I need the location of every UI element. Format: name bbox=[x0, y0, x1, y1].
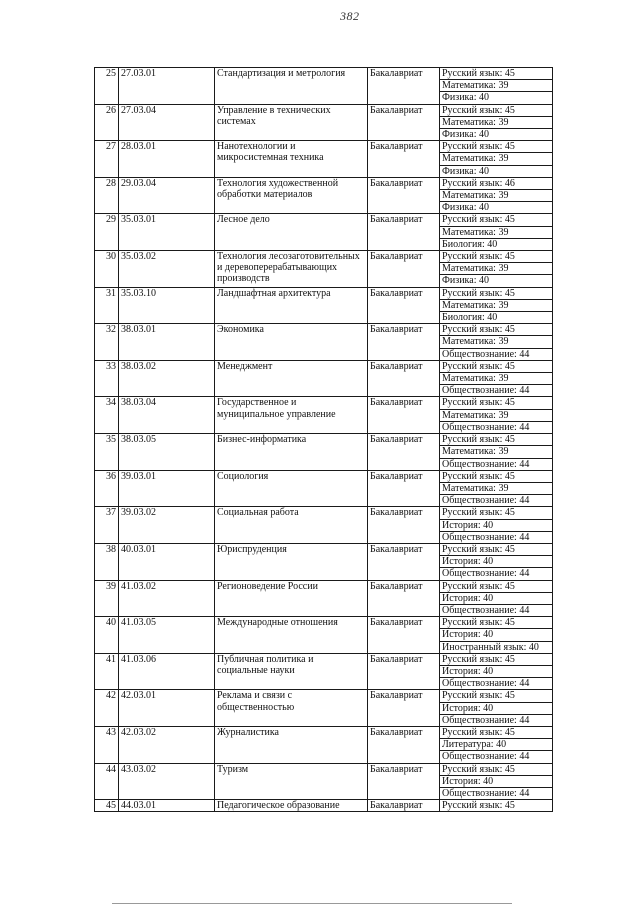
exam-subject-cell: Русский язык: 45 bbox=[440, 800, 553, 812]
program-code-cell: 35.03.10 bbox=[119, 287, 215, 324]
table-body bbox=[95, 68, 553, 812]
row-number-cell: 36 bbox=[95, 470, 119, 507]
row-number-cell: 43 bbox=[95, 726, 119, 763]
exam-subject-cell: Математика: 39 bbox=[440, 226, 553, 238]
table-row bbox=[95, 177, 553, 189]
program-name-cell: Нанотехнологии и микросистемная техника bbox=[215, 141, 368, 178]
exam-subject-cell: Обществознание: 44 bbox=[440, 495, 553, 507]
exam-subject-cell: Обществознание: 44 bbox=[440, 348, 553, 360]
exam-subject-cell: Русский язык: 45 bbox=[440, 214, 553, 226]
row-number-cell: 38 bbox=[95, 543, 119, 580]
exam-subject-cell: Русский язык: 46 bbox=[440, 177, 553, 189]
program-name-cell: Ландшафтная архитектура bbox=[215, 287, 368, 324]
exam-subject-cell: Литература: 40 bbox=[440, 739, 553, 751]
program-name-cell: Социология bbox=[215, 470, 368, 507]
row-number-cell: 32 bbox=[95, 324, 119, 361]
exam-subject-cell: Биология: 40 bbox=[440, 312, 553, 324]
exam-subject-cell: Математика: 39 bbox=[440, 299, 553, 311]
education-level-cell: Бакалавриат bbox=[368, 397, 440, 434]
education-level-cell: Бакалавриат bbox=[368, 543, 440, 580]
table-row bbox=[95, 360, 553, 372]
program-code-cell: 38.03.02 bbox=[119, 360, 215, 397]
education-level-cell: Бакалавриат bbox=[368, 507, 440, 544]
program-code-cell: 39.03.02 bbox=[119, 507, 215, 544]
exam-subject-cell: Обществознание: 44 bbox=[440, 604, 553, 616]
row-number-cell: 41 bbox=[95, 653, 119, 690]
row-number-cell: 33 bbox=[95, 360, 119, 397]
education-level-cell: Бакалавриат bbox=[368, 214, 440, 251]
exam-subject-cell: Обществознание: 44 bbox=[440, 751, 553, 763]
education-level-cell: Бакалавриат bbox=[368, 360, 440, 397]
row-number-cell: 27 bbox=[95, 141, 119, 178]
exam-subject-cell: Обществознание: 44 bbox=[440, 678, 553, 690]
exam-subject-cell: История: 40 bbox=[440, 702, 553, 714]
table-row bbox=[95, 397, 553, 409]
exam-subject-cell: Русский язык: 45 bbox=[440, 507, 553, 519]
row-number-cell: 30 bbox=[95, 251, 119, 288]
row-number-cell: 40 bbox=[95, 617, 119, 654]
program-code-cell: 27.03.04 bbox=[119, 104, 215, 141]
exam-subject-cell: История: 40 bbox=[440, 775, 553, 787]
program-name-cell: Юриспруденция bbox=[215, 543, 368, 580]
exam-subject-cell: История: 40 bbox=[440, 592, 553, 604]
exam-subject-cell: Обществознание: 44 bbox=[440, 421, 553, 433]
exam-subject-cell: Русский язык: 45 bbox=[440, 763, 553, 775]
exam-subject-cell: Биология: 40 bbox=[440, 238, 553, 250]
exam-subject-cell: История: 40 bbox=[440, 665, 553, 677]
row-number-cell: 37 bbox=[95, 507, 119, 544]
exam-subject-cell: Математика: 39 bbox=[440, 153, 553, 165]
table-row bbox=[95, 104, 553, 116]
education-level-cell: Бакалавриат bbox=[368, 617, 440, 654]
exam-subject-cell: Математика: 39 bbox=[440, 190, 553, 202]
exam-subject-cell: История: 40 bbox=[440, 519, 553, 531]
page-bottom-rule bbox=[112, 903, 512, 904]
exam-subject-cell: Обществознание: 44 bbox=[440, 568, 553, 580]
education-level-cell: Бакалавриат bbox=[368, 104, 440, 141]
exam-subject-cell: Русский язык: 45 bbox=[440, 68, 553, 80]
exam-subject-cell: Русский язык: 45 bbox=[440, 141, 553, 153]
program-code-cell: 44.03.01 bbox=[119, 800, 215, 812]
program-name-cell: Стандартизация и метрология bbox=[215, 68, 368, 105]
table-row bbox=[95, 800, 553, 812]
exam-subject-cell: Обществознание: 44 bbox=[440, 458, 553, 470]
exam-subject-cell: Русский язык: 45 bbox=[440, 397, 553, 409]
exam-subject-cell: Русский язык: 45 bbox=[440, 726, 553, 738]
education-level-cell: Бакалавриат bbox=[368, 434, 440, 471]
program-name-cell: Лесное дело bbox=[215, 214, 368, 251]
exam-subject-cell: Математика: 39 bbox=[440, 446, 553, 458]
exam-subject-cell: Русский язык: 45 bbox=[440, 360, 553, 372]
program-code-cell: 38.03.05 bbox=[119, 434, 215, 471]
exam-subject-cell: Обществознание: 44 bbox=[440, 385, 553, 397]
exam-subject-cell: Математика: 39 bbox=[440, 80, 553, 92]
exam-subject-cell: Русский язык: 45 bbox=[440, 470, 553, 482]
program-name-cell: Международные отношения bbox=[215, 617, 368, 654]
education-level-cell: Бакалавриат bbox=[368, 800, 440, 812]
table-row bbox=[95, 287, 553, 299]
program-code-cell: 35.03.02 bbox=[119, 251, 215, 288]
row-number-cell: 35 bbox=[95, 434, 119, 471]
program-code-cell: 27.03.01 bbox=[119, 68, 215, 105]
exam-subject-cell: Математика: 39 bbox=[440, 482, 553, 494]
exam-subject-cell: Физика: 40 bbox=[440, 275, 553, 287]
row-number-cell: 34 bbox=[95, 397, 119, 434]
row-number-cell: 25 bbox=[95, 68, 119, 105]
exam-subject-cell: Русский язык: 45 bbox=[440, 324, 553, 336]
exam-subject-cell: Русский язык: 45 bbox=[440, 690, 553, 702]
exam-subject-cell: Русский язык: 45 bbox=[440, 287, 553, 299]
program-code-cell: 28.03.01 bbox=[119, 141, 215, 178]
row-number-cell: 31 bbox=[95, 287, 119, 324]
program-name-cell: Социальная работа bbox=[215, 507, 368, 544]
exam-subject-cell: Физика: 40 bbox=[440, 165, 553, 177]
program-name-cell: Менеджмент bbox=[215, 360, 368, 397]
exam-subject-cell: Математика: 39 bbox=[440, 263, 553, 275]
exam-subject-cell: Русский язык: 45 bbox=[440, 251, 553, 263]
program-name-cell: Регионоведение России bbox=[215, 580, 368, 617]
exam-subject-cell: Физика: 40 bbox=[440, 202, 553, 214]
table-row bbox=[95, 68, 553, 80]
row-number-cell: 29 bbox=[95, 214, 119, 251]
education-level-cell: Бакалавриат bbox=[368, 653, 440, 690]
table-row bbox=[95, 507, 553, 519]
exam-subject-cell: Русский язык: 45 bbox=[440, 580, 553, 592]
program-name-cell: Публичная политика и социальные науки bbox=[215, 653, 368, 690]
exam-subject-cell: Русский язык: 45 bbox=[440, 434, 553, 446]
table-row bbox=[95, 324, 553, 336]
exam-subject-cell: История: 40 bbox=[440, 629, 553, 641]
row-number-cell: 44 bbox=[95, 763, 119, 800]
exam-subject-cell: Русский язык: 45 bbox=[440, 617, 553, 629]
program-name-cell: Технология художественной обработки материалов bbox=[215, 177, 368, 214]
education-level-cell: Бакалавриат bbox=[368, 763, 440, 800]
program-code-cell: 39.03.01 bbox=[119, 470, 215, 507]
program-code-cell: 29.03.04 bbox=[119, 177, 215, 214]
education-level-cell: Бакалавриат bbox=[368, 690, 440, 727]
program-name-cell: Экономика bbox=[215, 324, 368, 361]
exam-subject-cell: Русский язык: 45 bbox=[440, 104, 553, 116]
table-row bbox=[95, 580, 553, 592]
program-code-cell: 41.03.02 bbox=[119, 580, 215, 617]
education-level-cell: Бакалавриат bbox=[368, 324, 440, 361]
education-level-cell: Бакалавриат bbox=[368, 470, 440, 507]
table-row bbox=[95, 141, 553, 153]
row-number-cell: 26 bbox=[95, 104, 119, 141]
education-level-cell: Бакалавриат bbox=[368, 726, 440, 763]
exam-subject-cell: Математика: 39 bbox=[440, 116, 553, 128]
exam-subject-cell: Русский язык: 45 bbox=[440, 543, 553, 555]
admission-requirements-table bbox=[94, 67, 553, 812]
table-row bbox=[95, 434, 553, 446]
exam-subject-cell: Обществознание: 44 bbox=[440, 714, 553, 726]
program-code-cell: 35.03.01 bbox=[119, 214, 215, 251]
table-row bbox=[95, 543, 553, 555]
row-number-cell: 45 bbox=[95, 800, 119, 812]
program-name-cell: Управление в технических системах bbox=[215, 104, 368, 141]
education-level-cell: Бакалавриат bbox=[368, 287, 440, 324]
table-row bbox=[95, 617, 553, 629]
program-code-cell: 43.03.02 bbox=[119, 763, 215, 800]
exam-subject-cell: Физика: 40 bbox=[440, 92, 553, 104]
program-name-cell: Реклама и связи с общественностью bbox=[215, 690, 368, 727]
table-row bbox=[95, 251, 553, 263]
exam-subject-cell: История: 40 bbox=[440, 556, 553, 568]
program-name-cell: Бизнес-информатика bbox=[215, 434, 368, 471]
program-code-cell: 38.03.01 bbox=[119, 324, 215, 361]
education-level-cell: Бакалавриат bbox=[368, 68, 440, 105]
program-name-cell: Технология лесозаготовительных и деревоперерабатывающих производств bbox=[215, 251, 368, 288]
table-row bbox=[95, 763, 553, 775]
program-name-cell: Туризм bbox=[215, 763, 368, 800]
exam-subject-cell: Математика: 39 bbox=[440, 336, 553, 348]
program-code-cell: 42.03.02 bbox=[119, 726, 215, 763]
program-name-cell: Педагогическое образование bbox=[215, 800, 368, 812]
row-number-cell: 39 bbox=[95, 580, 119, 617]
program-code-cell: 41.03.06 bbox=[119, 653, 215, 690]
exam-subject-cell: Русский язык: 45 bbox=[440, 653, 553, 665]
row-number-cell: 28 bbox=[95, 177, 119, 214]
page-number: 382 bbox=[340, 9, 360, 23]
program-name-cell: Государственное и муниципальное управление bbox=[215, 397, 368, 434]
education-level-cell: Бакалавриат bbox=[368, 580, 440, 617]
exam-subject-cell: Обществознание: 44 bbox=[440, 531, 553, 543]
table-row bbox=[95, 470, 553, 482]
education-level-cell: Бакалавриат bbox=[368, 141, 440, 178]
table-row bbox=[95, 690, 553, 702]
exam-subject-cell: Математика: 39 bbox=[440, 373, 553, 385]
education-level-cell: Бакалавриат bbox=[368, 251, 440, 288]
exam-subject-cell: Обществознание: 44 bbox=[440, 787, 553, 799]
row-number-cell: 42 bbox=[95, 690, 119, 727]
exam-subject-cell: Иностранный язык: 40 bbox=[440, 641, 553, 653]
program-name-cell: Журналистика bbox=[215, 726, 368, 763]
table-row bbox=[95, 653, 553, 665]
exam-subject-cell: Физика: 40 bbox=[440, 129, 553, 141]
table-row bbox=[95, 726, 553, 738]
program-code-cell: 42.03.01 bbox=[119, 690, 215, 727]
exam-subject-cell: Математика: 39 bbox=[440, 409, 553, 421]
table-row bbox=[95, 214, 553, 226]
program-code-cell: 38.03.04 bbox=[119, 397, 215, 434]
education-level-cell: Бакалавриат bbox=[368, 177, 440, 214]
program-code-cell: 41.03.05 bbox=[119, 617, 215, 654]
program-code-cell: 40.03.01 bbox=[119, 543, 215, 580]
